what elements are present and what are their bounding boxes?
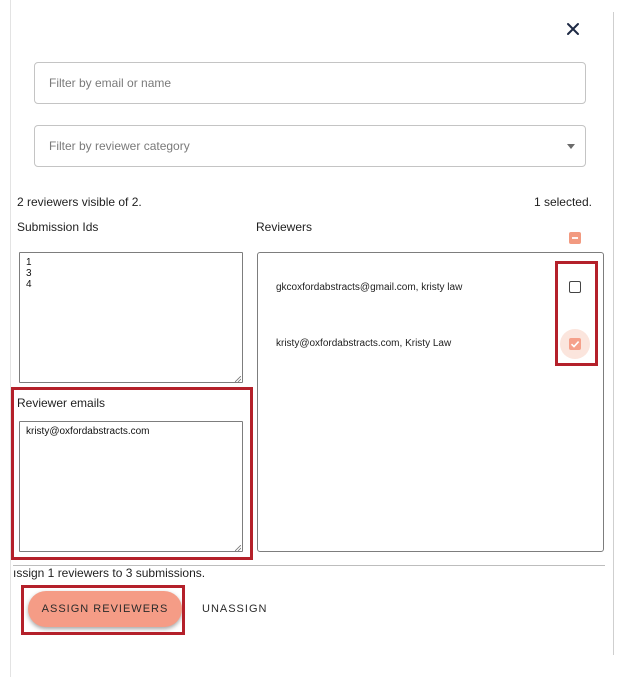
category-filter-select[interactable] <box>34 125 586 167</box>
email-filter-input[interactable] <box>35 63 585 103</box>
reviewer-item-label: kristy@oxfordabstracts.com, Kristy Law <box>276 338 452 349</box>
select-all-checkbox[interactable] <box>569 232 581 244</box>
assign-button-highlight-box <box>21 585 185 635</box>
reviewer-item-label: gkcoxfordabstracts@gmail.com, kristy law <box>276 282 463 293</box>
category-filter-input[interactable] <box>35 126 585 166</box>
checkbox-highlight-box <box>555 261 598 366</box>
assign-reviewers-button[interactable]: ASSIGN REVIEWERS <box>28 591 182 627</box>
close-icon <box>562 18 584 40</box>
dialog-left-edge <box>10 0 11 677</box>
minus-icon <box>569 232 581 244</box>
dialog-scrollbar-track <box>613 12 614 655</box>
reviewer-emails-label: Reviewer emails <box>17 396 106 410</box>
footer-divider <box>13 565 605 566</box>
resize-grip-icon[interactable] <box>235 376 241 382</box>
close-button[interactable] <box>562 18 584 40</box>
email-filter-field[interactable] <box>34 62 586 104</box>
assign-status-text: ıssign 1 reviewers to 3 submissions. <box>13 566 206 580</box>
visible-count-text: 2 reviewers visible of 2. <box>17 195 142 209</box>
reviewers-label: Reviewers <box>256 220 313 234</box>
submission-ids-label: Submission Ids <box>17 220 99 234</box>
reviewers-list <box>257 252 604 552</box>
submission-ids-textarea[interactable] <box>19 252 243 383</box>
unassign-button[interactable]: UNASSIGN <box>196 591 273 627</box>
reviewer-emails-highlight-box <box>11 387 253 560</box>
chevron-down-icon[interactable] <box>567 144 575 149</box>
selected-count-text: 1 selected. <box>533 195 592 209</box>
